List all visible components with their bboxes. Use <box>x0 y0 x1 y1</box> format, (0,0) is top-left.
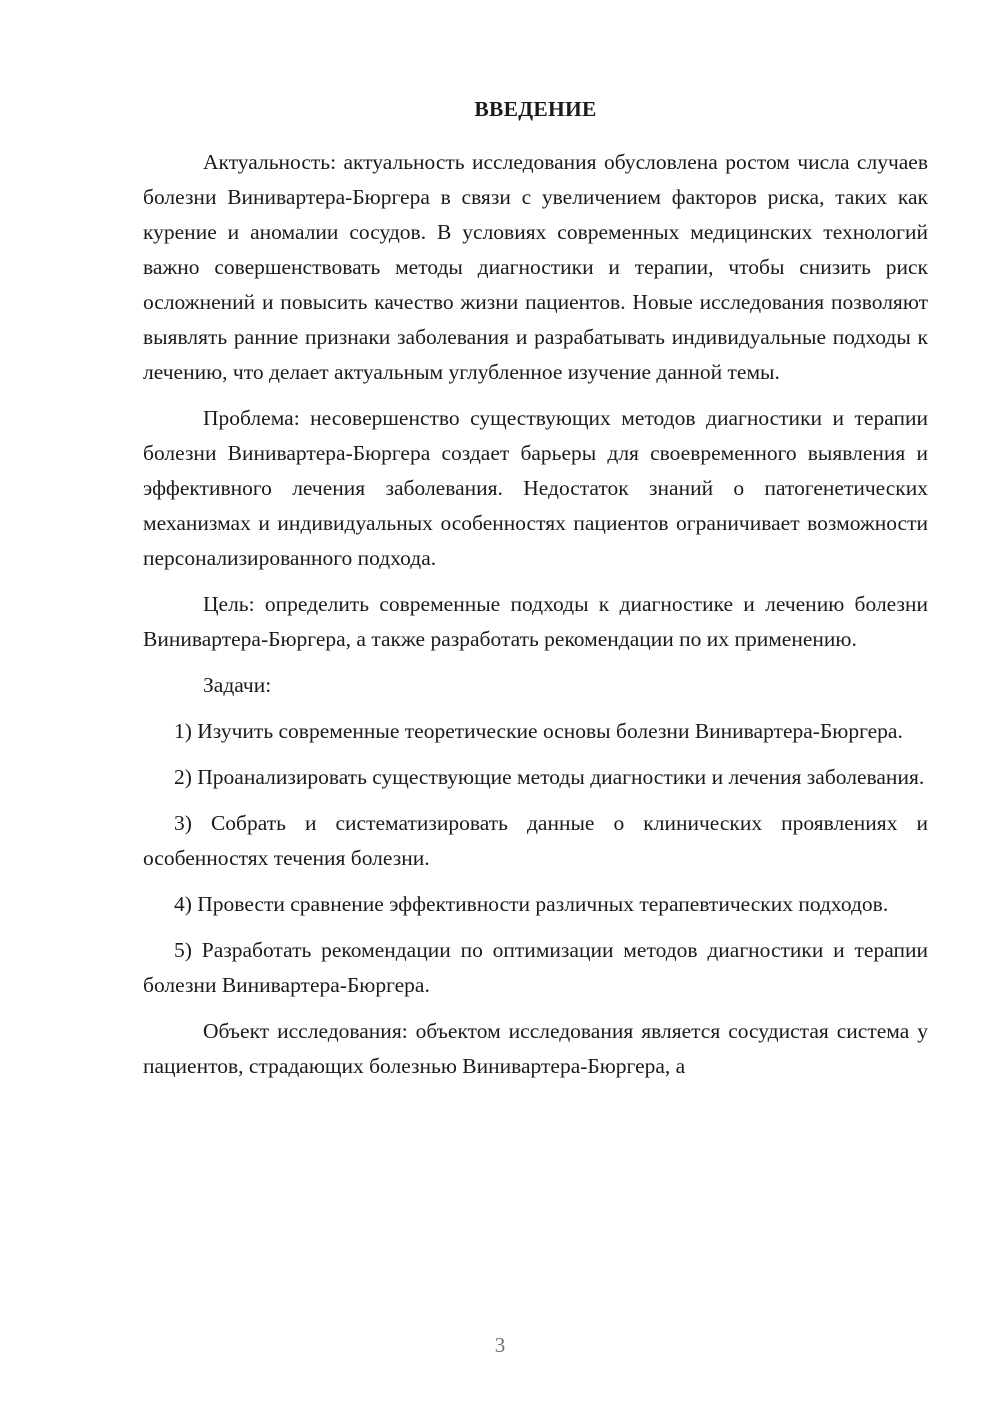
task-item-3: 3) Собрать и систематизировать данные о клинических проявлениях и особенностях течения болезни. <box>143 811 928 870</box>
paragraph-tasks-heading: Задачи: <box>203 673 272 697</box>
paragraph-relevance: Актуальность: актуальность исследования обусловлена ростом числа случаев болезни Винивартера-Бюргера в связи с увеличением факторов риска, таких как курение и аномалии сосудов. В условиях современных медицинских технологий важно совершенствовать методы диагностики и терапии, чтобы снизить риск осложнений и повысить качество жизни пациентов. Новые исследования позволяют выявлять ранние признаки заболевания и разрабатывать индивидуальные подходы к лечению, что делает актуальным углубленное изучение данной темы. <box>143 150 928 384</box>
page-title: ВВЕДЕНИЕ <box>474 97 597 121</box>
task-item-2: 2) Проанализировать существующие методы диагностики и лечения заболевания. <box>174 765 925 789</box>
document-body <box>143 92 928 1084</box>
paragraph-goal: Цель: определить современные подходы к диагностике и лечению болезни Винивартера-Бюргера, а также разработать рекомендации по их применению. <box>143 592 928 651</box>
paragraph-problem: Проблема: несовершенство существующих методов диагностики и терапии болезни Винивартера-Бюргера создает барьеры для своевременного выявления и эффективного лечения заболевания. Недостаток знаний о патогенетических механизмах и индивидуальных особенностях пациентов ограничивает возможности персонализированного подхода. <box>143 406 928 570</box>
task-item-5: 5) Разработать рекомендации по оптимизации методов диагностики и терапии болезни Винивартера-Бюргера. <box>143 938 928 997</box>
task-item-4: 4) Провести сравнение эффективности различных терапевтических подходов. <box>174 892 889 916</box>
paragraph-object: Объект исследования: объектом исследования является сосудистая система у пациентов, страдающих болезнью Винивартера-Бюргера, а <box>143 1019 928 1078</box>
page-number: 3 <box>494 1333 506 1357</box>
task-item-1: 1) Изучить современные теоретические основы болезни Винивартера-Бюргера. <box>174 719 903 743</box>
